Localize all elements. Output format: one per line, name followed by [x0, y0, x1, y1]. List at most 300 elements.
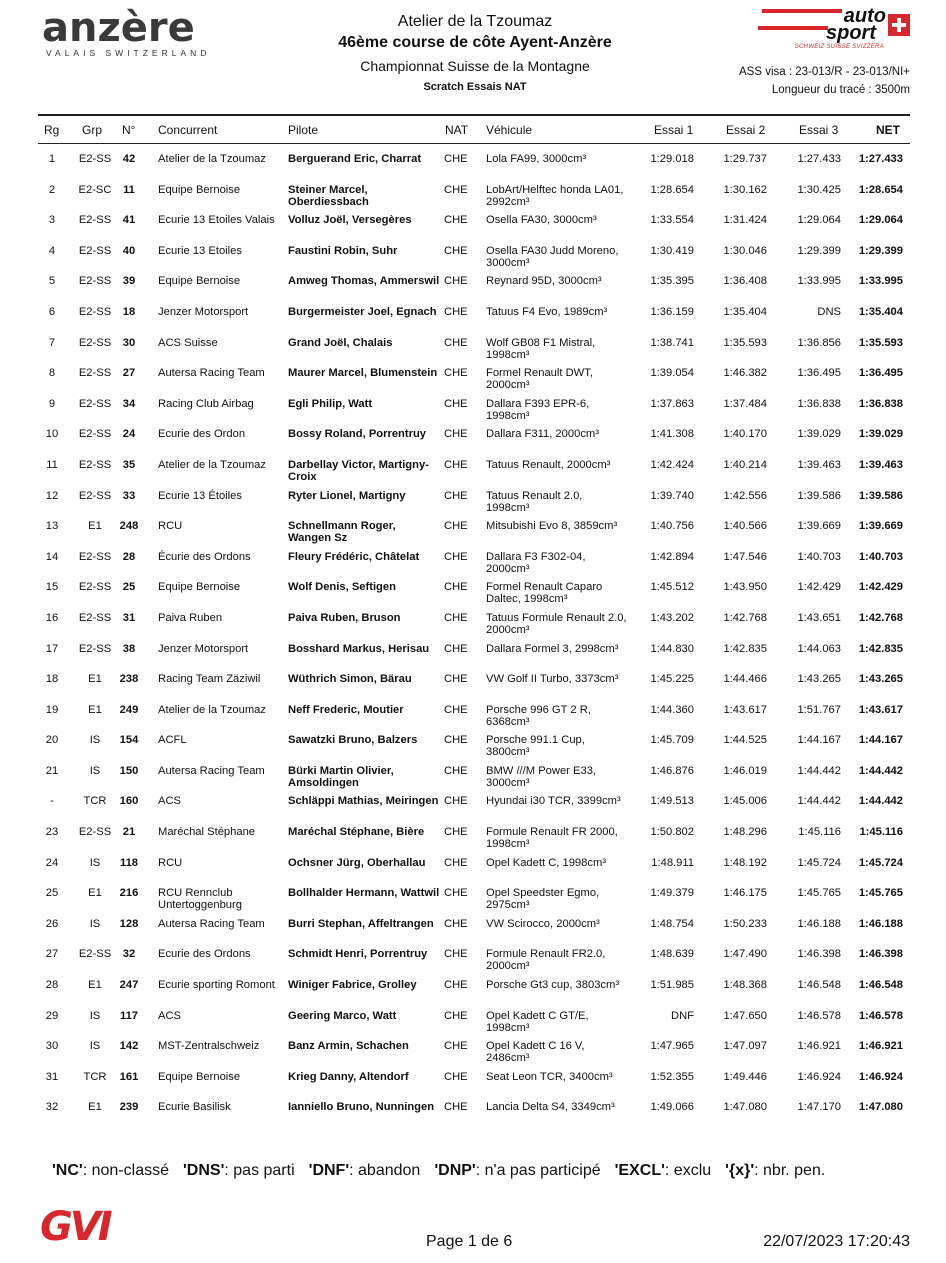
- essai3-cell: 1:39.669: [797, 520, 841, 533]
- pilote-cell: Ochsner Jürg, Oberhallau: [288, 856, 426, 869]
- rank-cell: 7: [48, 336, 56, 349]
- col-group: Grp: [82, 123, 103, 137]
- vehicule-cell: Lancia Delta S4, 3349cm³: [486, 1101, 615, 1114]
- table-row: [38, 337, 910, 368]
- essai3-cell: 1:45.724: [797, 856, 841, 869]
- pilote-cell: Winiger Fabrice, Grolley: [288, 979, 417, 992]
- number-cell: 39: [122, 275, 136, 288]
- group-cell: E2-SS: [78, 611, 112, 624]
- rank-cell: 30: [45, 1040, 59, 1053]
- rank-cell: 12: [45, 489, 59, 502]
- essai2-cell: 1:47.097: [723, 1040, 767, 1053]
- rank-cell: 19: [45, 703, 59, 716]
- pilote-cell: Burri Stephan, Affeltrangen: [288, 917, 434, 930]
- concurrent-cell: Ecurie Basilisk: [158, 1101, 231, 1114]
- number-cell: 128: [119, 917, 139, 930]
- essai2-cell: 1:46.019: [723, 764, 767, 777]
- table-row: [38, 551, 910, 582]
- rank-cell: 25: [45, 887, 59, 900]
- group-cell: E1: [88, 979, 102, 992]
- essai3-cell: 1:46.548: [797, 979, 841, 992]
- table-row: [38, 490, 910, 521]
- concurrent-cell: Autersa Racing Team: [158, 917, 265, 930]
- number-cell: 239: [119, 1101, 139, 1114]
- vehicule-cell: Tatuus Formule Renault 2.0, 2000cm³: [486, 611, 627, 636]
- col-pilote: Pilote: [288, 123, 319, 137]
- vehicule-cell: Hyundai i30 TCR, 3399cm³: [486, 795, 621, 808]
- concurrent-cell: ACFL: [158, 734, 187, 747]
- net-cell: 1:45.724: [858, 856, 903, 869]
- col-net: NET: [876, 123, 900, 137]
- session-name: Scratch Essais NAT: [423, 81, 527, 93]
- table-row: [38, 643, 910, 674]
- number-cell: 40: [122, 244, 136, 257]
- col-essai3: Essai 3: [799, 123, 839, 137]
- essai1-cell: 1:39.740: [650, 489, 694, 502]
- essai1-cell: 1:46.876: [650, 764, 694, 777]
- vehicule-cell: Porsche 996 GT 2 R, 6368cm³: [486, 703, 591, 728]
- essai1-cell: 1:45.709: [650, 734, 694, 747]
- vehicule-cell: Opel Kadett C 16 V, 2486cm³: [486, 1040, 585, 1065]
- vehicule-cell: Formel Renault Caparo Daltec, 1998cm³: [486, 581, 603, 606]
- essai1-cell: 1:39.054: [650, 367, 694, 380]
- group-cell: E2-SS: [78, 305, 112, 318]
- nat-cell: CHE: [444, 275, 468, 288]
- nat-cell: CHE: [444, 979, 468, 992]
- essai2-cell: 1:44.466: [723, 673, 767, 686]
- vehicule-cell: VW Scirocco, 2000cm³: [486, 917, 600, 930]
- essai2-cell: 1:45.006: [723, 795, 767, 808]
- pilote-cell: Banz Armin, Schachen: [288, 1040, 409, 1053]
- legend-item: [309, 1162, 421, 1179]
- nat-cell: CHE: [444, 428, 468, 441]
- net-cell: 1:42.429: [858, 581, 903, 594]
- vehicule-cell: Osella FA30, 3000cm³: [486, 214, 597, 227]
- pilote-cell: Bosshard Markus, Herisau: [288, 642, 430, 655]
- net-cell: 1:42.768: [858, 611, 903, 624]
- table-row: [38, 826, 910, 857]
- nat-cell: CHE: [444, 1040, 468, 1053]
- essai2-cell: 1:31.424: [723, 214, 767, 227]
- essai1-cell: 1:52.355: [650, 1070, 694, 1083]
- pilote-cell: Grand Joël, Chalais: [288, 336, 393, 349]
- essai2-cell: 1:36.408: [723, 275, 767, 288]
- col-essai2: Essai 2: [726, 123, 766, 137]
- essai1-cell: 1:48.639: [650, 948, 694, 961]
- concurrent-cell: Ecurie des Ordon: [158, 428, 246, 441]
- legend-item: [434, 1162, 600, 1179]
- pilote-cell: Berguerand Eric, Charrat: [288, 153, 422, 165]
- number-cell: 11: [123, 183, 135, 196]
- net-cell: 1:45.765: [858, 887, 903, 900]
- timestamp: 22/07/2023 17:20:43: [763, 1233, 910, 1250]
- group-cell: IS: [89, 1009, 101, 1022]
- essai3-cell: 1:29.064: [797, 214, 841, 227]
- ass-visa: ASS visa : 23-013/R - 23-013/NI+: [739, 66, 910, 78]
- essai3-cell: 1:39.586: [797, 489, 841, 502]
- group-cell: E2-SS: [78, 428, 112, 441]
- essai2-cell: 1:49.446: [723, 1070, 767, 1083]
- essai3-cell: 1:33.995: [797, 275, 841, 288]
- pilote-cell: Burgermeister Joel, Egnach: [288, 305, 437, 318]
- number-cell: 21: [122, 826, 136, 839]
- essai1-cell: 1:37.863: [650, 397, 694, 410]
- number-cell: 27: [122, 367, 136, 380]
- legend: [52, 1162, 839, 1180]
- table-row: [38, 1071, 910, 1102]
- nat-cell: CHE: [444, 1070, 468, 1083]
- col-rank: Rg: [44, 123, 60, 137]
- table-row: [38, 1010, 910, 1041]
- net-cell: 1:44.442: [858, 764, 903, 777]
- essai1-cell: 1:49.513: [650, 795, 694, 808]
- net-cell: 1:36.495: [858, 367, 903, 380]
- title-block: [250, 12, 700, 96]
- table-row: [38, 275, 910, 306]
- pilote-cell: Fleury Frédéric, Châtelat: [288, 550, 420, 563]
- table-row: [38, 887, 910, 918]
- vehicule-cell: Porsche Gt3 cup, 3803cm³: [486, 979, 620, 992]
- vehicule-cell: Tatuus Renault, 2000cm³: [486, 458, 611, 471]
- legend-code: 'DNS': [182, 1162, 225, 1179]
- net-cell: 1:46.398: [858, 948, 903, 961]
- number-cell: 142: [119, 1040, 139, 1053]
- autosport-stripe: [758, 26, 828, 30]
- table-row: [38, 734, 910, 765]
- nat-cell: CHE: [444, 336, 468, 349]
- anzere-logo-brand: anzère: [42, 5, 195, 51]
- concurrent-cell: Equipe Bernoise: [158, 581, 241, 594]
- essai2-cell: 1:42.835: [723, 642, 767, 655]
- net-cell: 1:29.064: [858, 214, 903, 227]
- table-row: [38, 673, 910, 704]
- autosport-tagline: SCHWEIZ SUISSE SVIZZERA: [794, 44, 884, 50]
- vehicule-cell: Mitsubishi Evo 8, 3859cm³: [486, 520, 618, 533]
- essai3-cell: 1:45.116: [798, 826, 841, 839]
- table-row: [38, 306, 910, 337]
- essai1-cell: 1:42.894: [650, 550, 694, 563]
- concurrent-cell: MST-Zentralschweiz: [158, 1040, 260, 1053]
- essai3-cell: 1:43.651: [797, 611, 841, 624]
- group-cell: IS: [89, 856, 101, 869]
- number-cell: 248: [119, 520, 139, 533]
- concurrent-cell: ACS Suisse: [158, 336, 218, 349]
- essai2-cell: 1:47.080: [723, 1101, 767, 1114]
- col-essai1: Essai 1: [654, 123, 694, 137]
- nat-cell: CHE: [444, 458, 468, 471]
- rank-cell: 23: [45, 826, 59, 839]
- essai2-cell: 1:42.556: [723, 489, 767, 502]
- vehicule-cell: Formel Renault DWT, 2000cm³: [486, 367, 593, 392]
- essai3-cell: 1:43.265: [797, 673, 841, 686]
- rank-cell: 31: [45, 1070, 59, 1083]
- concurrent-cell: Equipe Bernoise: [158, 275, 241, 288]
- essai1-cell: 1:42.424: [650, 458, 694, 471]
- pilote-cell: Ianniello Bruno, Nunningen: [288, 1101, 435, 1114]
- number-cell: 160: [119, 795, 139, 808]
- nat-cell: CHE: [444, 764, 468, 777]
- table-body: [38, 153, 910, 1132]
- legend-item: [183, 1162, 295, 1179]
- rank-cell: 24: [45, 856, 59, 869]
- concurrent-cell: ACS: [158, 795, 182, 808]
- concurrent-cell: Equipe Bernoise: [158, 183, 241, 196]
- group-cell: E2-SS: [78, 826, 112, 839]
- pilote-cell: Ryter Lionel, Martigny: [288, 489, 406, 502]
- concurrent-cell: Ecurie des Ordons: [158, 948, 251, 961]
- net-cell: 1:27.433: [858, 153, 903, 165]
- nat-cell: CHE: [444, 489, 468, 502]
- nat-cell: CHE: [444, 244, 468, 257]
- table-row: [38, 398, 910, 429]
- net-cell: 1:29.399: [858, 244, 903, 257]
- group-cell: E2-SS: [78, 367, 112, 380]
- table-header: [38, 114, 910, 144]
- nat-cell: CHE: [444, 611, 468, 624]
- essai1-cell: 1:50.802: [650, 826, 694, 839]
- pilote-cell: Schnellmann Roger, Wangen Sz: [288, 520, 396, 545]
- rank-cell: -: [50, 795, 54, 808]
- essai2-cell: 1:48.368: [723, 979, 767, 992]
- concurrent-cell: RCU: [158, 520, 183, 533]
- table-row: [38, 948, 910, 979]
- table-row: [38, 795, 910, 826]
- group-cell: E2-SC: [78, 183, 112, 196]
- concurrent-cell: Racing Club Airbag: [158, 397, 254, 410]
- number-cell: 38: [122, 642, 136, 655]
- essai3-cell: 1:39.463: [797, 458, 841, 471]
- rank-cell: 16: [45, 611, 59, 624]
- essai3-cell: 1:46.578: [797, 1009, 841, 1022]
- vehicule-cell: Wolf GB08 F1 Mistral, 1998cm³: [486, 336, 596, 361]
- concurrent-cell: Écurie des Ordons: [158, 550, 251, 563]
- essai1-cell: 1:40.756: [650, 520, 694, 533]
- table-row: [38, 184, 910, 215]
- nat-cell: CHE: [444, 795, 468, 808]
- col-concurrent: Concurrent: [158, 123, 218, 137]
- race-info: [739, 63, 910, 99]
- nat-cell: CHE: [444, 397, 468, 410]
- net-cell: 1:42.835: [858, 642, 903, 655]
- vehicule-cell: Dallara F311, 2000cm³: [486, 428, 599, 441]
- group-cell: E2-SS: [78, 275, 112, 288]
- essai2-cell: 1:42.768: [723, 611, 767, 624]
- vehicule-cell: Osella FA30 Judd Moreno, 3000cm³: [486, 244, 619, 269]
- essai2-cell: 1:29.737: [723, 153, 767, 165]
- essai2-cell: 1:48.192: [723, 856, 767, 869]
- number-cell: 18: [122, 305, 136, 318]
- number-cell: 25: [122, 581, 136, 594]
- essai3-cell: 1:27.433: [797, 153, 841, 165]
- rank-cell: 28: [45, 979, 59, 992]
- pilote-cell: Steiner Marcel, Oberdiessbach: [288, 183, 369, 208]
- vehicule-cell: Porsche 991.1 Cup, 3800cm³: [486, 734, 585, 759]
- rank-cell: 6: [48, 305, 56, 318]
- essai2-cell: 1:47.490: [723, 948, 767, 961]
- pilote-cell: Geering Marco, Watt: [288, 1009, 397, 1022]
- essai1-cell: 1:44.360: [650, 703, 694, 716]
- number-cell: 249: [119, 703, 139, 716]
- table-row: [38, 214, 910, 245]
- vehicule-cell: Dallara F393 EPR-6, 1998cm³: [486, 397, 590, 422]
- legend-code: 'EXCL': [614, 1162, 665, 1179]
- essai3-cell: 1:45.765: [797, 887, 841, 900]
- number-cell: 33: [122, 489, 136, 502]
- autosport-stripe: [762, 9, 842, 13]
- pilote-cell: Wüthrich Simon, Bärau: [288, 673, 412, 686]
- championship: Championnat Suisse de la Montagne: [360, 58, 590, 74]
- essai2-cell: 1:43.950: [723, 581, 767, 594]
- vehicule-cell: Opel Kadett C GT/E, 1998cm³: [486, 1009, 589, 1034]
- essai1-cell: 1:30.419: [650, 244, 694, 257]
- vehicule-cell: Tatuus Renault 2.0, 1998cm³: [486, 489, 583, 514]
- group-cell: E2-SS: [78, 581, 112, 594]
- number-cell: 34: [122, 397, 136, 410]
- vehicule-cell: Formule Renault FR2.0, 2000cm³: [486, 948, 606, 973]
- essai2-cell: 1:46.175: [723, 887, 767, 900]
- concurrent-cell: Ecurie sporting Romont: [158, 979, 275, 992]
- net-cell: 1:33.995: [858, 275, 903, 288]
- group-cell: IS: [89, 734, 101, 747]
- col-vehicule: Véhicule: [486, 123, 533, 137]
- essai1-cell: 1:35.395: [650, 275, 694, 288]
- essai3-cell: 1:44.063: [797, 642, 841, 655]
- essai2-cell: 1:50.233: [723, 917, 767, 930]
- nat-cell: CHE: [444, 581, 468, 594]
- nat-cell: CHE: [444, 826, 468, 839]
- rank-cell: 27: [45, 948, 59, 961]
- nat-cell: CHE: [444, 734, 468, 747]
- results-table: [38, 114, 910, 1132]
- pilote-cell: Bürki Martin Olivier, Amsoldingen: [288, 764, 394, 789]
- essai1-cell: 1:44.830: [650, 642, 694, 655]
- header: [0, 0, 946, 108]
- rank-cell: 5: [48, 275, 56, 288]
- number-cell: 238: [119, 673, 139, 686]
- net-cell: 1:46.924: [858, 1070, 903, 1083]
- nat-cell: CHE: [444, 673, 468, 686]
- group-cell: IS: [89, 764, 101, 777]
- track-length: Longueur du tracé : 3500m: [771, 84, 910, 96]
- table-row: [38, 520, 910, 551]
- legend-text: : non-classé: [82, 1162, 169, 1179]
- essai3-cell: 1:42.429: [797, 581, 841, 594]
- rank-cell: 2: [48, 183, 56, 196]
- rank-cell: 20: [45, 734, 59, 747]
- net-cell: 1:35.404: [858, 305, 903, 318]
- number-cell: 35: [122, 458, 136, 471]
- essai1-cell: 1:29.018: [650, 153, 694, 165]
- net-cell: 1:39.669: [858, 520, 903, 533]
- pilote-cell: Neff Frederic, Moutier: [288, 703, 404, 716]
- essai1-cell: 1:33.554: [650, 214, 694, 227]
- essai2-cell: 1:37.484: [723, 397, 767, 410]
- concurrent-cell: Autersa Racing Team: [158, 764, 265, 777]
- legend-text: : pas parti: [224, 1162, 295, 1179]
- group-cell: IS: [89, 917, 101, 930]
- table-row: [38, 367, 910, 398]
- vehicule-cell: Dallara Formel 3, 2998cm³: [486, 642, 619, 655]
- net-cell: 1:39.586: [858, 489, 903, 502]
- essai3-cell: 1:44.167: [797, 734, 841, 747]
- essai1-cell: 1:28.654: [650, 183, 694, 196]
- number-cell: 117: [119, 1009, 139, 1022]
- essai3-cell: 1:36.838: [797, 397, 841, 410]
- essai1-cell: DNF: [671, 1009, 694, 1022]
- table-row: [38, 245, 910, 276]
- vehicule-cell: Reynard 95D, 3000cm³: [486, 275, 602, 288]
- vehicule-cell: LobArt/Helftec honda LA01, 2992cm³: [486, 183, 624, 208]
- group-cell: E2-SS: [78, 214, 112, 227]
- nat-cell: CHE: [444, 153, 468, 165]
- essai1-cell: 1:49.066: [650, 1101, 694, 1114]
- pilote-cell: Amweg Thomas, Ammerswil: [288, 275, 440, 288]
- nat-cell: CHE: [444, 703, 468, 716]
- essai2-cell: 1:40.170: [723, 428, 767, 441]
- number-cell: 161: [119, 1070, 139, 1083]
- number-cell: 28: [122, 550, 136, 563]
- pilote-cell: Darbellay Victor, Martigny-Croix: [288, 458, 429, 483]
- essai1-cell: 1:41.308: [650, 428, 694, 441]
- essai1-cell: 1:36.159: [650, 305, 694, 318]
- net-cell: 1:46.921: [858, 1040, 903, 1053]
- nat-cell: CHE: [444, 550, 468, 563]
- essai2-cell: 1:30.162: [723, 183, 767, 196]
- concurrent-cell: Paiva Ruben: [158, 611, 223, 624]
- legend-code: '{x}': [725, 1162, 755, 1179]
- col-number: N°: [122, 123, 136, 137]
- rank-cell: 21: [45, 764, 59, 777]
- pilote-cell: Maurer Marcel, Blumenstein: [288, 367, 438, 380]
- pilote-cell: Schmidt Henri, Porrentruy: [288, 948, 428, 961]
- anzere-logo: [42, 6, 220, 58]
- concurrent-cell: Jenzer Motorsport: [158, 642, 249, 655]
- number-cell: 154: [119, 734, 139, 747]
- number-cell: 24: [122, 428, 136, 441]
- essai1-cell: 1:45.512: [650, 581, 694, 594]
- group-cell: E2-SS: [78, 153, 112, 165]
- number-cell: 42: [122, 153, 136, 165]
- essai3-cell: 1:46.924: [797, 1070, 841, 1083]
- essai1-cell: 1:43.202: [650, 611, 694, 624]
- vehicule-cell: VW Golf II Turbo, 3373cm³: [486, 673, 619, 686]
- net-cell: 1:36.838: [858, 397, 903, 410]
- rank-cell: 3: [48, 214, 56, 227]
- nat-cell: CHE: [444, 948, 468, 961]
- net-cell: 1:46.548: [858, 979, 903, 992]
- concurrent-cell: RCU Rennclub Untertoggenburg: [158, 887, 242, 912]
- number-cell: 118: [119, 856, 139, 869]
- gvi-logo: [40, 1204, 136, 1250]
- essai2-cell: 1:30.046: [723, 244, 767, 257]
- group-cell: E1: [88, 673, 102, 686]
- number-cell: 150: [119, 764, 139, 777]
- essai2-cell: 1:46.382: [723, 367, 767, 380]
- pilote-cell: Faustini Robin, Suhr: [288, 244, 398, 257]
- essai2-cell: 1:40.566: [723, 520, 767, 533]
- essai1-cell: 1:38.741: [650, 336, 694, 349]
- table-row: [38, 979, 910, 1010]
- essai3-cell: 1:39.029: [797, 428, 841, 441]
- concurrent-cell: Maréchal Stéphane: [158, 826, 256, 839]
- essai2-cell: 1:47.650: [723, 1009, 767, 1022]
- table-row: [38, 612, 910, 643]
- net-cell: 1:28.654: [858, 183, 903, 196]
- pilote-cell: Wolf Denis, Seftigen: [288, 581, 396, 594]
- group-cell: TCR: [83, 795, 107, 808]
- concurrent-cell: Atelier de la Tzoumaz: [158, 703, 266, 716]
- rank-cell: 9: [48, 397, 56, 410]
